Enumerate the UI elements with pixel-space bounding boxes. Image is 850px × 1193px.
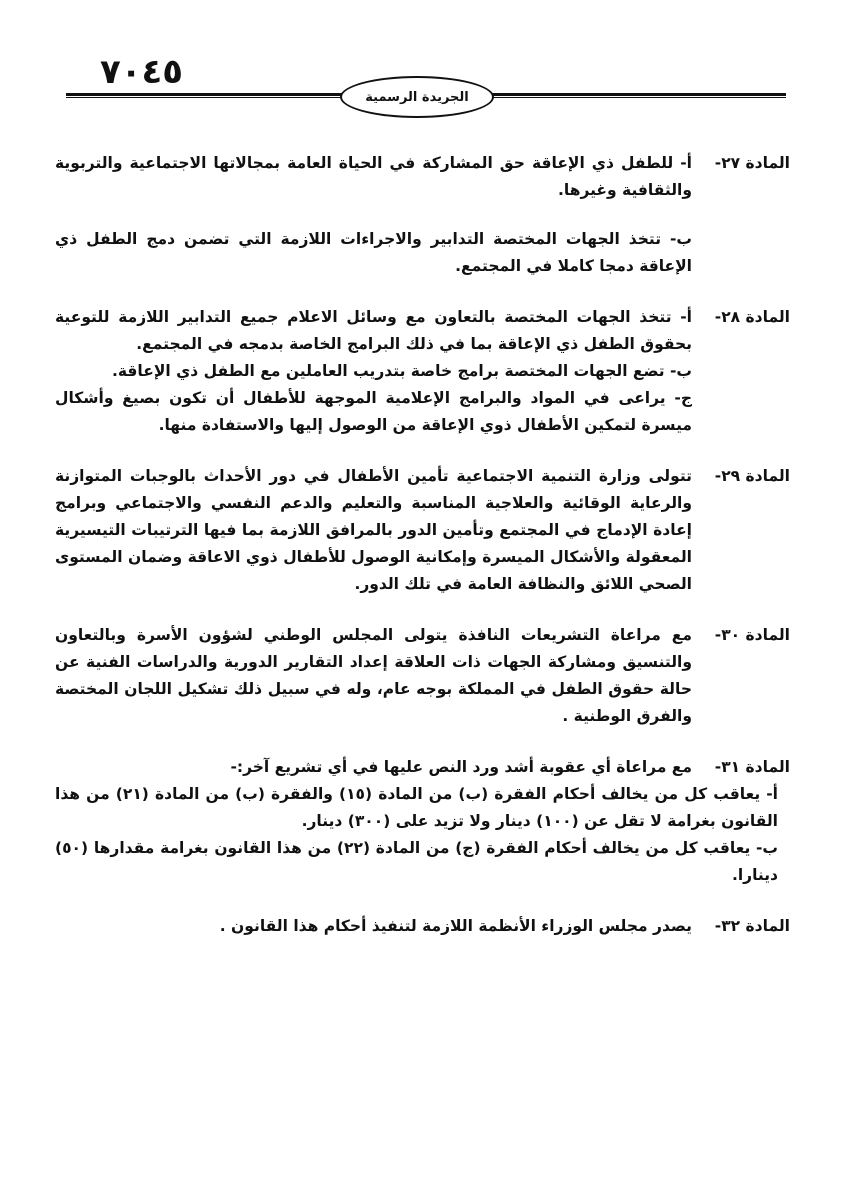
- page-number: ٧٠٤٥: [100, 52, 184, 92]
- article-paragraph: أ- يعاقب كل من يخالف أحكام الفقرة (ب) من المادة (١٥) والفقرة (ب) من المادة (٢١) من هذا القانون بغرامة لا تقل عن (١٠٠) دينار ولا تزيد على (٣٠٠) دينار.: [55, 785, 778, 830]
- article-31: [55, 754, 790, 889]
- article-label: المادة ٢٧-: [714, 154, 790, 172]
- article-29: [55, 463, 790, 598]
- article-paragraph: ب- تتخذ الجهات المختصة التدابير والاجراءات اللازمة التي تضمن دمج الطفل ذي الإعاقة دمجا كاملا في المجتمع.: [55, 230, 692, 275]
- article-32: [55, 913, 790, 940]
- document-body: [55, 150, 790, 964]
- article-paragraph: ب- تضع الجهات المختصة برامج خاصة بتدريب العاملين مع الطفل ذي الإعاقة.: [111, 362, 692, 380]
- masthead-title: الجريدة الرسمية: [365, 89, 469, 105]
- article-label: المادة ٢٨-: [714, 308, 790, 326]
- article-paragraph: ب- يعاقب كل من يخالف أحكام الفقرة (ج) من المادة (٢٢) من هذا القانون بغرامة مقدارها (٥٠) دينارا.: [55, 839, 779, 884]
- article-paragraph: أ- للطفل ذي الإعاقة حق المشاركة في الحياة العامة بمجالاتها الاجتماعية والتربوية والثقافية وغيرها.: [55, 154, 692, 199]
- article-label: المادة ٣٢-: [714, 917, 790, 935]
- article-paragraph: مع مراعاة أي عقوبة أشد ورد النص عليها في أي تشريع آخر:-: [230, 758, 692, 776]
- article-27: [55, 150, 790, 280]
- article-paragraph: مع مراعاة التشريعات النافذة يتولى المجلس الوطني لشؤون الأسرة وبالتعاون والتنسيق ومشاركة الجهات ذات العلاقة إعداد التقارير الدورية والدراسات الفنية عن حالة حقوق الطفل في المملكة بوجه عام، وله في سبيل ذلك تشكيل اللجان المختصة والفرق الوطنية .: [55, 626, 692, 725]
- masthead-oval: [340, 76, 494, 118]
- article-paragraph: ج- يراعى في المواد والبرامج الإعلامية الموجهة للأطفال أن تكون بصيغ وأشكال ميسرة لتمكين الأطفال ذوي الإعاقة من الوصول إليها والاستفادة منها.: [55, 389, 692, 434]
- article-30: [55, 622, 790, 730]
- article-label: المادة ٣٠-: [714, 626, 790, 644]
- article-paragraph: يصدر مجلس الوزراء الأنظمة اللازمة لتنفيذ أحكام هذا القانون .: [219, 917, 692, 935]
- article-label: المادة ٣١-: [714, 758, 790, 776]
- article-label: المادة ٢٩-: [714, 467, 790, 485]
- article-paragraph: أ- تتخذ الجهات المختصة بالتعاون مع وسائل الاعلام جميع التدابير اللازمة للتوعية بحقوق الطفل ذي الإعاقة بما في ذلك البرامج الخاصة بدمجه في المجتمع.: [55, 308, 692, 353]
- article-28: [55, 304, 790, 439]
- article-paragraph: تتولى وزارة التنمية الاجتماعية تأمين الأطفال في دور الأحداث بالوجبات المتوازنة والرعاية الوقائية والعلاجية المناسبة والتعليم والدعم النفسي والاجتماعي وبرامج إعادة الإدماج في المجتمع وتأمين الدور بالمرافق اللازمة بما فيها الترتيبات التيسيرية المعقولة والأشكال الميسرة وإمكانية الوصول للأطفال ذوي الاعاقة وضمان المستوى الصحي اللائق والنظافة العامة في تلك الدور.: [55, 467, 692, 593]
